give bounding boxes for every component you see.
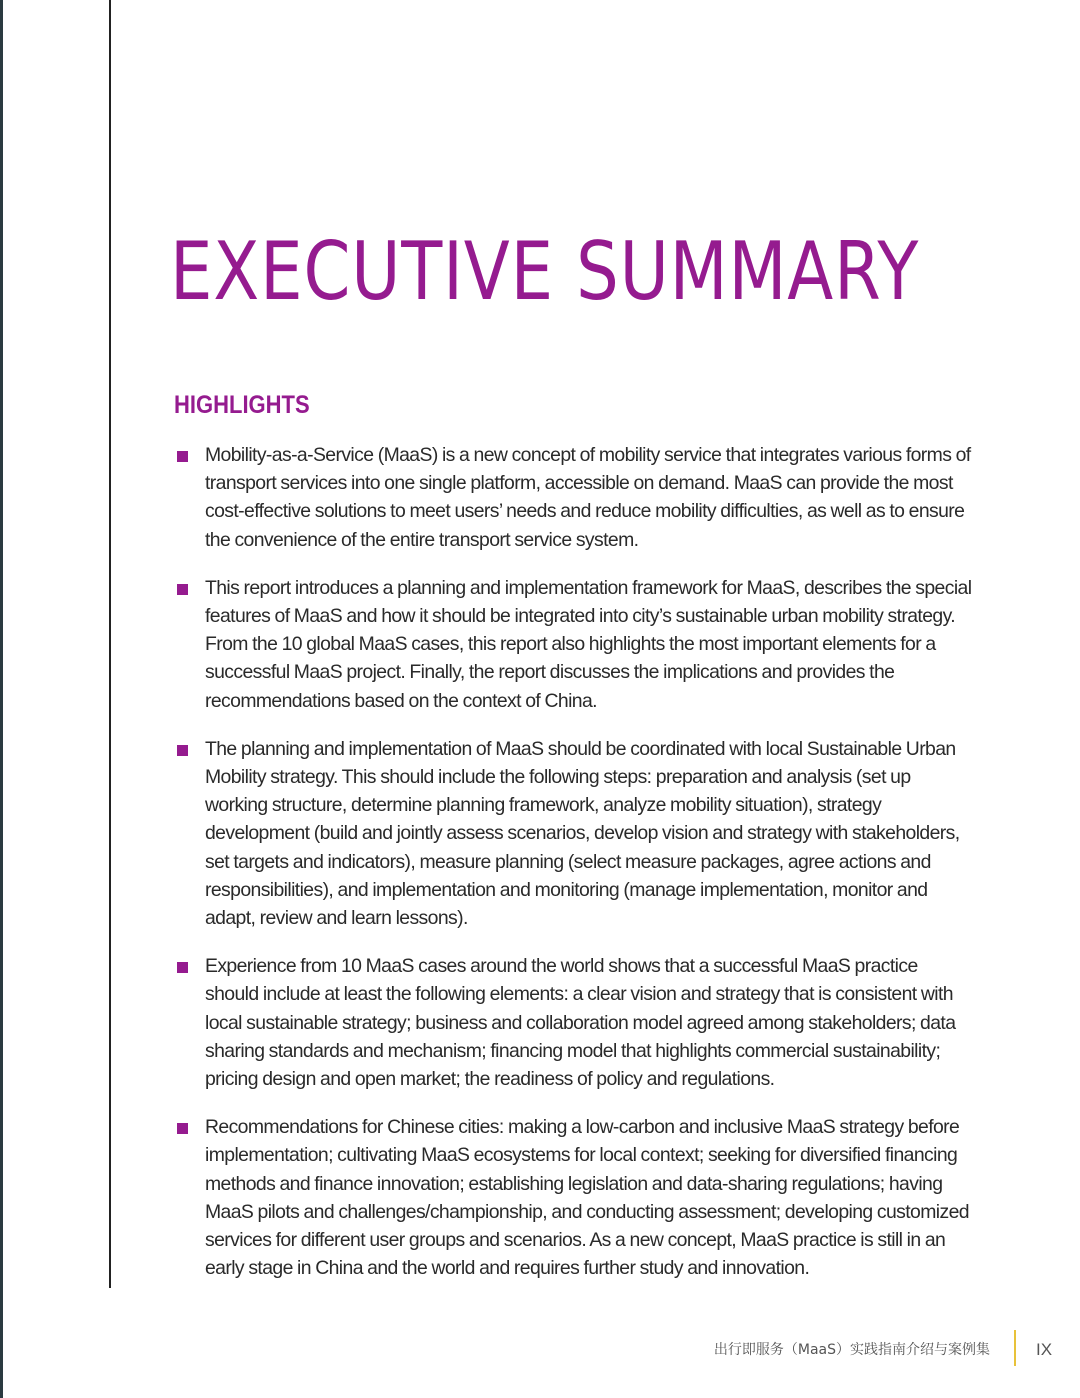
highlights-list xyxy=(174,441,974,1302)
footer-publication-title: 出行即服务（MaaS）实践指南介绍与案例集 xyxy=(713,1342,990,1358)
list-item-text: The planning and implementation of MaaS should be coordinated with local Sustainable Urban Mobility strategy. This should include the following steps: preparation and analysis (set up working structure, determine planning framework, analyze mobility situation), strategy development (build and jointly assess scenarios, develop vision and strategy with stakeholders, set targets and indicators), measure planning (select measure packages, agree actions and responsibilities), and implementation and monitoring (manage implementation, monitor and adapt, review and learn lessons). xyxy=(205,737,960,930)
list-item xyxy=(174,1113,974,1282)
square-bullet-icon xyxy=(177,1123,188,1134)
footer-divider xyxy=(1014,1330,1016,1366)
page-number: IX xyxy=(1036,1340,1053,1359)
square-bullet-icon xyxy=(177,451,188,462)
square-bullet-icon xyxy=(177,962,188,973)
list-item xyxy=(174,574,974,715)
section-heading: HIGHLIGHTS xyxy=(174,391,310,419)
list-item-text: This report introduces a planning and implementation framework for MaaS, describes the special features of MaaS and how it should be integrated into city’s sustainable urban mobility strategy. From the 10 global MaaS cases, this report also highlights the most important elements for a successful MaaS project. Finally, the report discusses the implications and provides the recommendations based on the context of China. xyxy=(205,576,972,712)
list-item xyxy=(174,441,974,554)
square-bullet-icon xyxy=(177,745,188,756)
list-item-text: Mobility-as-a-Service (MaaS) is a new concept of mobility service that integrates various forms of transport services into one single platform, accessible on demand. MaaS can provide the most cost-effective solutions to meet users’ needs and reduce mobility difficulties, as well as to ensure the convenience of the entire transport service system. xyxy=(205,444,971,551)
list-item-text: Experience from 10 MaaS cases around the world shows that a successful MaaS practice should include at least the following elements: a clear vision and strategy that is consistent with local sustainable strategy; business and collaboration model agreed among stakeholders; data sharing standards and mechanism; financing model that highlights commercial sustainability; pricing design and open market; the readiness of policy and regulations. xyxy=(205,955,956,1091)
margin-rule xyxy=(109,0,111,1288)
page-edge xyxy=(0,0,3,1398)
list-item xyxy=(174,735,974,932)
square-bullet-icon xyxy=(177,584,188,595)
list-item xyxy=(174,952,974,1093)
list-item-text: Recommendations for Chinese cities: making a low-carbon and inclusive MaaS strategy before implementation; cultivating MaaS ecosystems for local context; seeking for diversified financing methods and finance innovation; establishing legislation and data-sharing regulations; having MaaS pilots and challenges/championship, and conducting assessment; developing customized services for different user groups and scenarios. As a new concept, MaaS practice is still in an early stage in China and the world and requires further study and innovation. xyxy=(205,1116,969,1280)
page-title: EXECUTIVE SUMMARY xyxy=(170,225,920,318)
